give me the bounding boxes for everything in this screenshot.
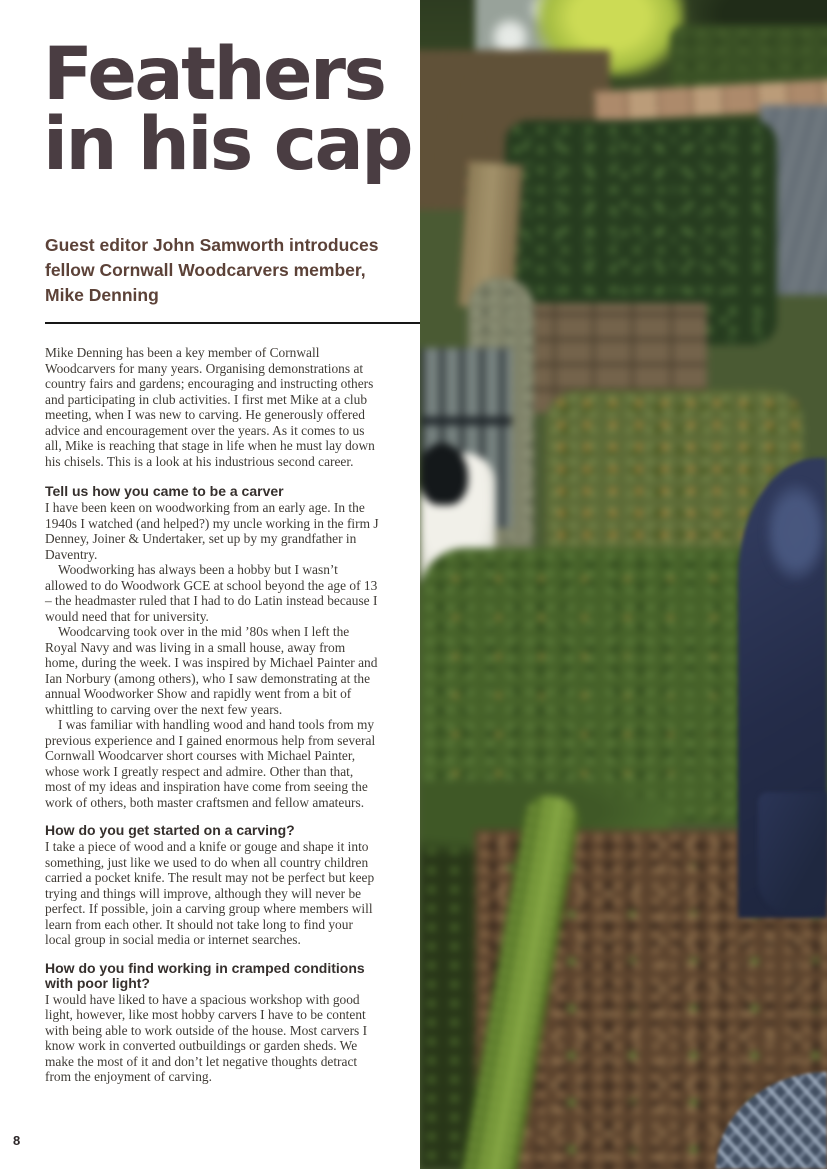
intro-paragraph: Mike Denning has been a key member of Cornwall Woodcarvers for many years. Organising demonstrations at country fairs and gardens; encouraging and instructing others and participating in club activities. I first met Mike at a club meeting, when I was new to carving. He generously offered advice and encouragement over the years. As it comes to us all, Mike is reaching that stage in life when he must lay down his chisels. This is a look at his industrious second career. [45,345,375,469]
answer-paragraph: Woodcarving took over in the mid ’80s when I left the Royal Navy and was living in a small house, away from home, during the week. I was inspired by Michael Painter and Ian Norbury (among others), who I saw demonstrating at the annual Woodworker Show and rapidly went from a bit of whittling to carving over the next few years. [45,624,378,717]
qa-section [45,484,381,810]
divider-rule [45,322,420,324]
question-heading: How do you get started on a carving? [45,822,295,838]
standfirst: Guest editor John Samworth introduces fellow Cornwall Woodcarvers member, Mike Denning [45,235,379,305]
qa-section [45,961,381,1085]
article-title-line1: Feathers [43,32,385,117]
article-title-line2: in his cap [43,102,412,187]
photo-person-sleeve [758,792,827,914]
photo-person-shoulder-highlight [765,482,827,582]
page-number: 8 [13,1133,21,1148]
answer-paragraph: I was familiar with handling wood and hand tools from my previous experience and I gained enormous help from several Cornwall Woodcarver short courses with Michael Painter, whose work I greatly respect and admire. Other than that, most of my ideas and inspiration have come from seeing the work of others, both master craftsmen and fellow amateurs. [45,717,376,810]
garden-photo [420,0,827,1169]
interview-body [45,484,381,1085]
question-heading: Tell us how you came to be a carver [45,483,284,499]
answer-paragraph: Woodworking has always been a hobby but I wasn’t allowed to do Woodwork GCE at school beyond the age of 13 – the headmaster ruled that I had to do Latin instead because I would need that for university. [45,562,378,624]
answer-paragraph: I take a piece of wood and a knife or gouge and shape it into something, just like we used to do when all country children carried a pocket knife. The result may not be perfect but keep trying and things will improve, although they will never be perfect. If possible, join a carving group where members will learn from each other. It should not take long to find your local group in social media or internet searches. [45,839,375,947]
question-heading: How do you find working in cramped conditions with poor light? [45,959,365,991]
answer-paragraph: I would have liked to have a spacious workshop with good light, however, like most hobby carvers I have to be content with being able to work outside of the house. Most carvers I know work in converted outbuildings or garden sheds. We make the most of it and don’t let negative thoughts detract from the enjoyment of carving. [45,991,368,1084]
article-title [43,32,423,187]
answer-paragraph: I have been keen on woodworking from an early age. In the 1940s I watched (and helped?) my uncle working in the firm J Denney, Joiner & Undertaker, set up by my grandfather in Daventry. [45,500,379,562]
intro-block [45,345,377,469]
qa-section [45,823,381,948]
